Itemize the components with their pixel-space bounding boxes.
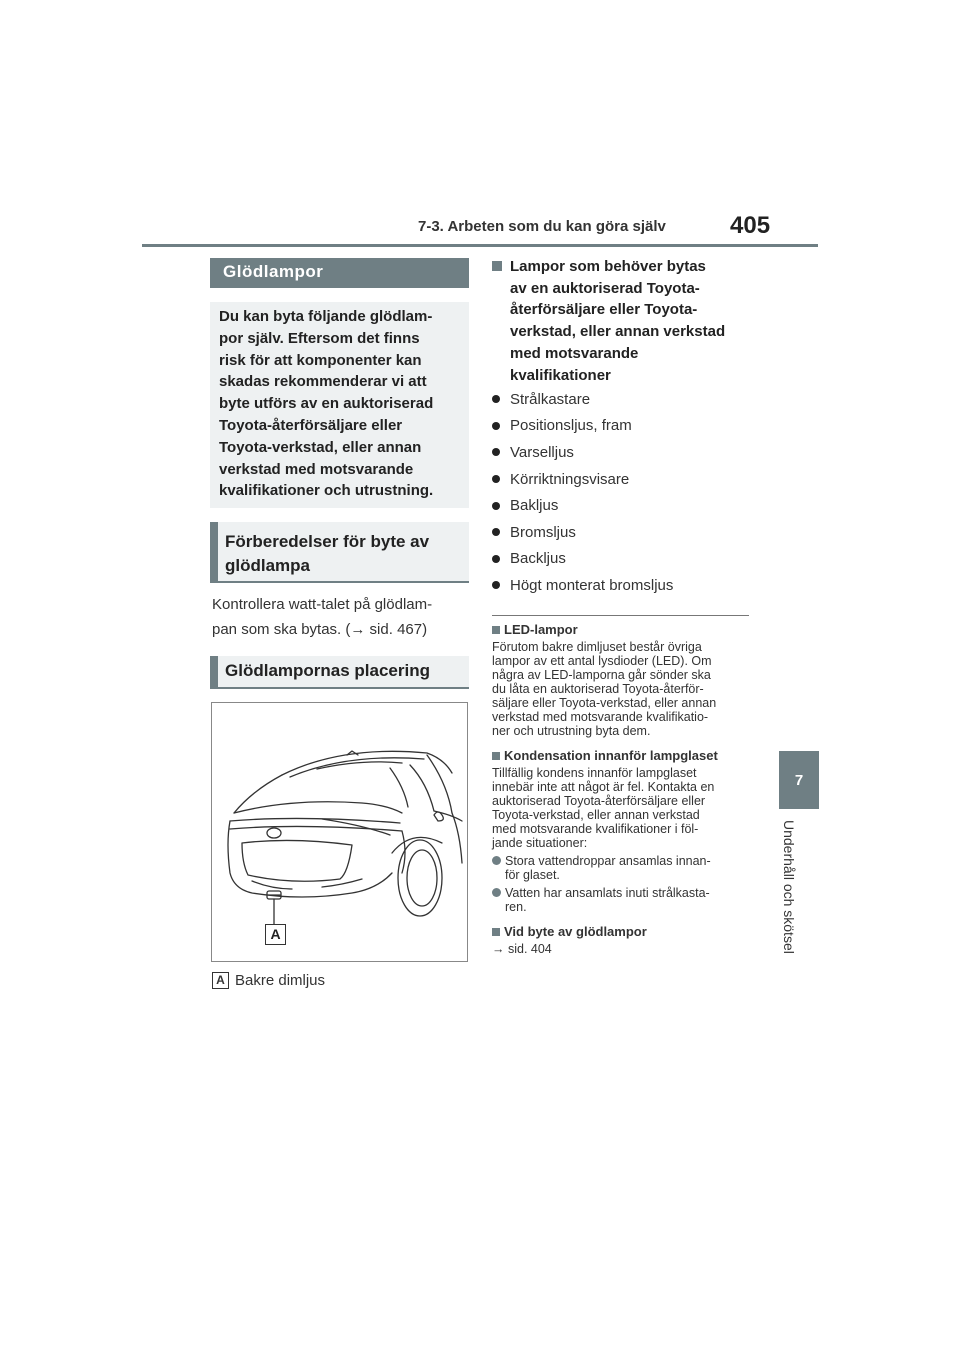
note-line: med motsvarande kvalifikationer i föl- xyxy=(492,822,699,836)
note-line: för glaset. xyxy=(505,868,560,882)
note-line: Förutom bakre dimljuset består övriga xyxy=(492,640,702,654)
lamps-heading-line: av en auktoriserad Toyota- xyxy=(510,279,700,297)
figure-label-a: A xyxy=(265,924,286,945)
list-item-text: Högt monterat bromsljus xyxy=(510,576,674,594)
list-item-text: Positionsljus, fram xyxy=(510,417,632,435)
chapter-title-text: Underhåll och skötsel xyxy=(781,820,797,954)
lamps-heading-line: verkstad, eller annan verkstad xyxy=(510,323,726,341)
list-item xyxy=(492,492,673,519)
prep-text xyxy=(212,592,472,642)
condensation-note-title xyxy=(492,749,750,763)
intro-line: Toyota-återförsäljare eller xyxy=(219,416,403,434)
note-line: innebär inte att något är fel. Kontakta en xyxy=(492,780,715,794)
car-rear-illustration xyxy=(211,702,468,962)
bullet-dot-icon xyxy=(492,395,500,403)
prep-title xyxy=(210,522,469,583)
note-line: lampor av ett antal lysdioder (LED). Om xyxy=(492,654,712,668)
intro-line: byte utförs av en auktoriserad xyxy=(219,395,434,413)
chapter-title xyxy=(781,820,815,970)
list-item xyxy=(492,413,673,440)
lamps-heading-line: kvalifikationer xyxy=(510,366,611,384)
bullet-dot-icon xyxy=(492,581,500,589)
lamp-list xyxy=(492,386,673,599)
car-rear-drawing xyxy=(212,703,467,961)
list-item xyxy=(492,572,673,599)
header-rule xyxy=(142,244,818,247)
list-item xyxy=(492,386,673,413)
list-item xyxy=(492,519,673,546)
note-line: säljare eller Toyota-verkstad, eller annan xyxy=(492,696,717,710)
note-line: auktoriserad Toyota-återförsäljare eller xyxy=(492,794,706,808)
list-item-text: Strålkastare xyxy=(510,390,591,408)
note-line: Toyota-verkstad, eller annan verkstad xyxy=(492,808,700,822)
square-bullet-icon xyxy=(492,928,500,936)
circle-bullet-icon xyxy=(492,856,501,865)
intro-line: verkstad med motsvarande xyxy=(219,460,414,478)
bullet-dot-icon xyxy=(492,475,500,483)
bullet-dot-icon xyxy=(492,448,500,456)
bullet-dot-icon xyxy=(492,555,500,563)
lamps-heading xyxy=(492,256,762,386)
prep-text-line[interactable]: pan som ska bytas. (→ sid. 467) xyxy=(212,621,428,638)
led-note-title xyxy=(492,623,750,637)
intro-line: Toyota-verkstad, eller annan xyxy=(219,438,422,456)
replace-note-title-text: Vid byte av glödlampor xyxy=(504,924,647,939)
list-item-text: Varselljus xyxy=(510,443,574,461)
lamps-heading-line: Lampor som behöver bytas xyxy=(510,258,706,275)
list-item-text: Backljus xyxy=(510,550,566,568)
caption-text: Bakre dimljus xyxy=(235,972,326,989)
note-line: några av LED-lamporna går sönder ska xyxy=(492,668,711,682)
lamps-heading-line: återförsäljare eller Toyota- xyxy=(510,301,698,319)
led-note-title-text: LED-lampor xyxy=(504,622,578,637)
section-title: Glödlampor xyxy=(210,258,469,288)
bullet-dot-icon xyxy=(492,502,500,510)
replace-note-title xyxy=(492,925,750,939)
square-bullet-icon xyxy=(492,261,502,271)
note-line: ner och utrustning byta dem. xyxy=(492,724,651,738)
note-line: ren. xyxy=(505,900,527,914)
note-line: jande situationer: xyxy=(492,836,588,850)
list-item-text: Bromsljus xyxy=(510,523,576,541)
note-line: verkstad med motsvarande kvalifikatio- xyxy=(492,710,709,724)
condensation-bullet xyxy=(492,854,750,882)
intro-line: skadas rekommenderar vi att xyxy=(219,373,427,391)
prep-title-line: Förberedelser för byte av xyxy=(225,532,430,551)
replace-note-ref[interactable]: → sid. 404 xyxy=(492,942,552,956)
caption-letter: A xyxy=(212,972,229,989)
bullet-dot-icon xyxy=(492,422,500,430)
note-line: Tillfällig kondens innanför lampglaset xyxy=(492,766,697,780)
list-item xyxy=(492,546,673,573)
prep-text-line: Kontrollera watt-talet på glödlam- xyxy=(212,596,433,613)
location-title: Glödlampornas placering xyxy=(210,656,469,689)
chapter-tab[interactable]: 7 xyxy=(779,751,819,809)
square-bullet-icon xyxy=(492,626,500,634)
intro-line: por själv. Eftersom det finns xyxy=(219,329,420,347)
condensation-note-title-text: Kondensation innanför lampglaset xyxy=(504,748,718,763)
list-item-text: Körriktningsvisare xyxy=(510,470,630,488)
prep-title-line: glödlampa xyxy=(225,556,311,575)
intro-line: Du kan byta följande glödlam- xyxy=(219,308,433,325)
note-line: Vatten har ansamlats inuti strålkasta- xyxy=(505,886,710,900)
notes-divider xyxy=(492,615,749,616)
bullet-dot-icon xyxy=(492,528,500,536)
note-line: du låta en auktoriserad Toyota-återför- xyxy=(492,682,704,696)
list-item xyxy=(492,439,673,466)
list-item xyxy=(492,466,673,493)
square-bullet-icon xyxy=(492,752,500,760)
led-note-body xyxy=(492,640,750,738)
section-header: 7-3. Arbeten som du kan göra själv xyxy=(418,218,666,235)
figure-caption xyxy=(212,972,325,989)
circle-bullet-icon xyxy=(492,888,501,897)
page-number: 405 xyxy=(730,212,771,239)
intro-line: risk för att komponenter kan xyxy=(219,351,422,369)
notes-section xyxy=(492,620,750,956)
list-item-text: Bakljus xyxy=(510,497,559,515)
note-line: Stora vattendroppar ansamlas innan- xyxy=(505,854,711,868)
condensation-bullet xyxy=(492,886,750,914)
intro-box xyxy=(210,302,469,508)
condensation-note-body xyxy=(492,766,750,850)
lamps-heading-line: med motsvarande xyxy=(510,344,639,362)
intro-line: kvalifikationer och utrustning. xyxy=(219,482,434,500)
